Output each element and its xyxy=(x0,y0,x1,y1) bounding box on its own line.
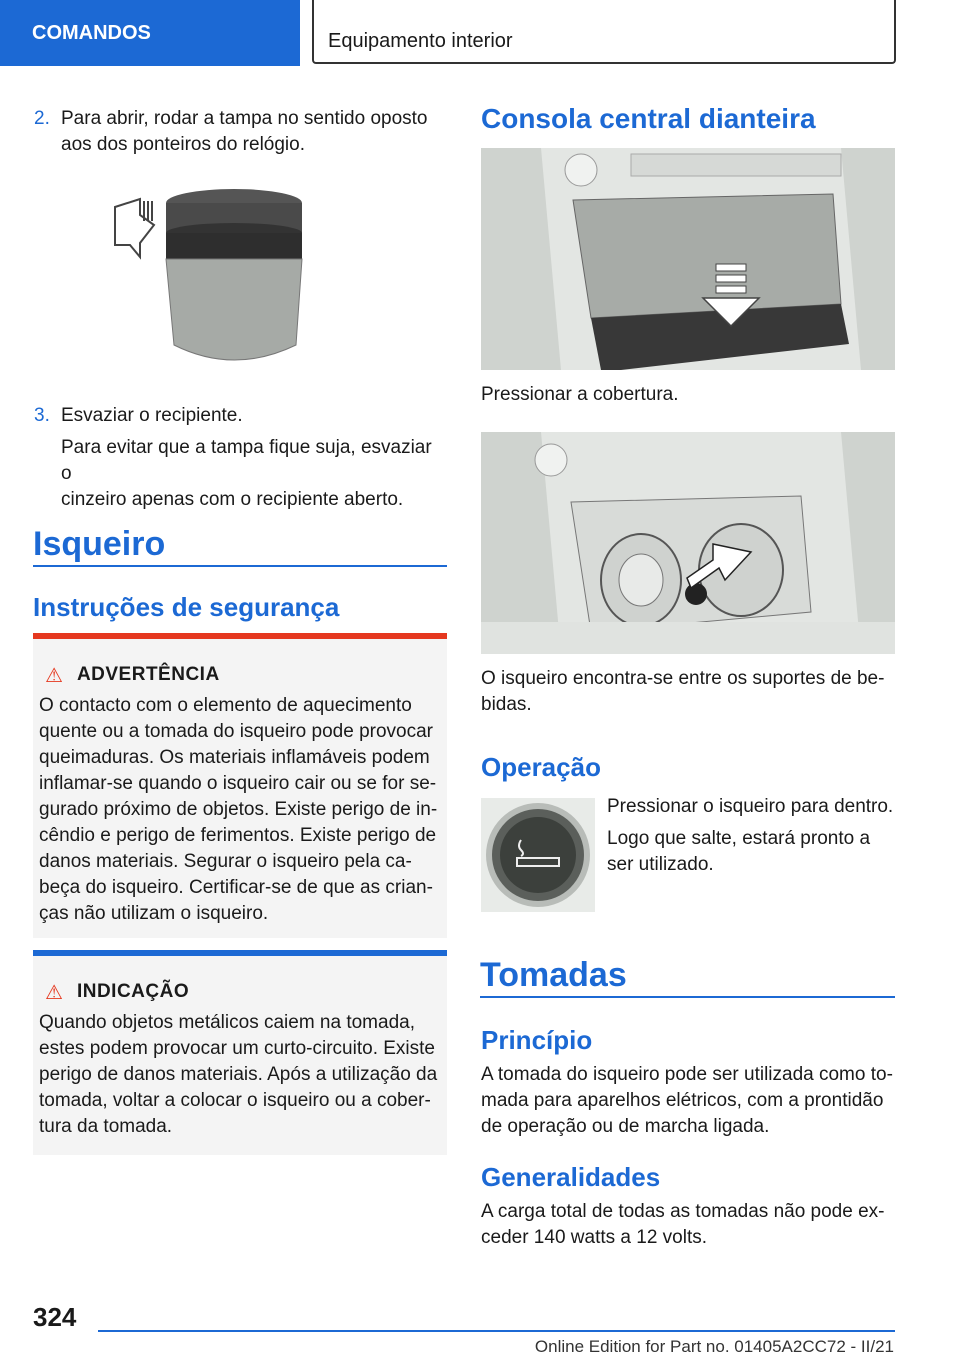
step-3 xyxy=(34,403,444,513)
rotate-arrow-icon xyxy=(115,199,154,257)
warning-line: O contacto com o elemento de aquecimento xyxy=(39,695,412,716)
warning-box xyxy=(33,633,447,938)
heading-rule xyxy=(480,996,895,998)
heading-rule xyxy=(33,565,447,567)
heading-principio: Princípio xyxy=(481,1025,593,1055)
warning-line: queimaduras. Os materiais inflamáveis podem xyxy=(39,747,430,768)
edition-note: Online Edition for Part no. 01405A2CC72 - II/21 xyxy=(534,1337,894,1356)
heading-operacao: Operação xyxy=(481,752,601,782)
step-text: Esvaziar o recipiente. xyxy=(61,405,243,426)
warning-line: cêndio e perigo de ferimentos. Existe perigo de xyxy=(39,825,437,846)
principio-text xyxy=(481,1062,901,1140)
section-tab: COMANDOS xyxy=(0,0,300,66)
heading-consola: Consola central dianteira xyxy=(481,103,816,134)
heading-tomadas: Tomadas xyxy=(480,956,627,994)
warning-triangle-icon: ⚠ xyxy=(45,981,63,1004)
heading-isqueiro: Isqueiro xyxy=(33,525,166,563)
caption-line: O isqueiro encontra-se entre os suportes de be- xyxy=(481,668,885,689)
caption-lighter xyxy=(481,666,895,718)
step-2 xyxy=(34,106,444,158)
notice-line: Quando objetos metálicos caiem na tomada, xyxy=(39,1012,415,1033)
footer-rule xyxy=(98,1330,895,1332)
page-number: 324 xyxy=(33,1302,77,1332)
console-cover-illustration xyxy=(481,148,895,370)
operacao-line: Pressionar o isqueiro para dentro. xyxy=(607,796,894,817)
notice-line: perigo de danos materiais. Após a utilização da xyxy=(39,1064,438,1085)
ashtray-illustration xyxy=(110,185,310,375)
warning-triangle-icon: ⚠ xyxy=(45,664,63,687)
caption-cover: Pressionar a cobertura. xyxy=(481,384,679,405)
warning-line: danos materiais. Segurar o isqueiro pela ca- xyxy=(39,851,412,872)
operacao-line: ser utilizado. xyxy=(607,854,714,875)
caption-line: bidas. xyxy=(481,694,532,715)
generalidades-line: A carga total de todas as tomadas não pode ex- xyxy=(481,1201,885,1222)
heading-instrucoes: Instruções de segurança xyxy=(33,592,340,622)
generalidades-line: ceder 140 watts a 12 volts. xyxy=(481,1227,708,1248)
chapter-title: Equipamento interior xyxy=(312,0,896,64)
principio-line: de operação ou de marcha ligada. xyxy=(481,1116,770,1137)
warning-text xyxy=(39,693,441,927)
step-text: aos dos ponteiros do relógio. xyxy=(61,134,305,155)
warning-line: beça do isqueiro. Certificar-se de que as crian- xyxy=(39,877,433,898)
step-note: cinzeiro apenas com o recipiente aberto. xyxy=(61,489,404,510)
step-number: 3. xyxy=(34,405,50,426)
warning-line: ças não utilizam o isqueiro. xyxy=(39,903,269,924)
step-note: Para evitar que a tampa fique suja, esvaziar o xyxy=(61,437,432,484)
cupholder-lighter-illustration xyxy=(481,432,895,654)
warning-line: gurado próximo de objetos. Existe perigo de in- xyxy=(39,799,438,820)
generalidades-text xyxy=(481,1199,901,1251)
notice-text xyxy=(39,1010,441,1140)
operacao-line: Logo que salte, estará pronto a xyxy=(607,828,871,849)
notice-line: estes podem provocar um curto-circuito. Existe xyxy=(39,1038,435,1059)
step-number: 2. xyxy=(34,108,50,129)
operacao-text xyxy=(607,794,897,878)
warning-line: inflamar-se quando o isqueiro cair ou se for se- xyxy=(39,773,437,794)
principio-line: mada para aparelhos elétricos, com a prontidão xyxy=(481,1090,884,1111)
warning-title: ADVERTÊNCIA xyxy=(76,664,220,685)
principio-line: A tomada do isqueiro pode ser utilizada como to- xyxy=(481,1064,893,1085)
step-text: Para abrir, rodar a tampa no sentido oposto xyxy=(61,108,428,129)
notice-title: INDICAÇÃO xyxy=(76,981,190,1002)
notice-line: tomada, voltar a colocar o isqueiro ou a cober- xyxy=(39,1090,431,1111)
warning-line: quente ou a tomada do isqueiro pode provocar xyxy=(39,721,433,742)
lighter-button-illustration xyxy=(481,798,595,912)
heading-generalidades: Generalidades xyxy=(481,1162,661,1192)
notice-line: tura da tomada. xyxy=(39,1116,173,1137)
notice-box xyxy=(33,950,447,1155)
